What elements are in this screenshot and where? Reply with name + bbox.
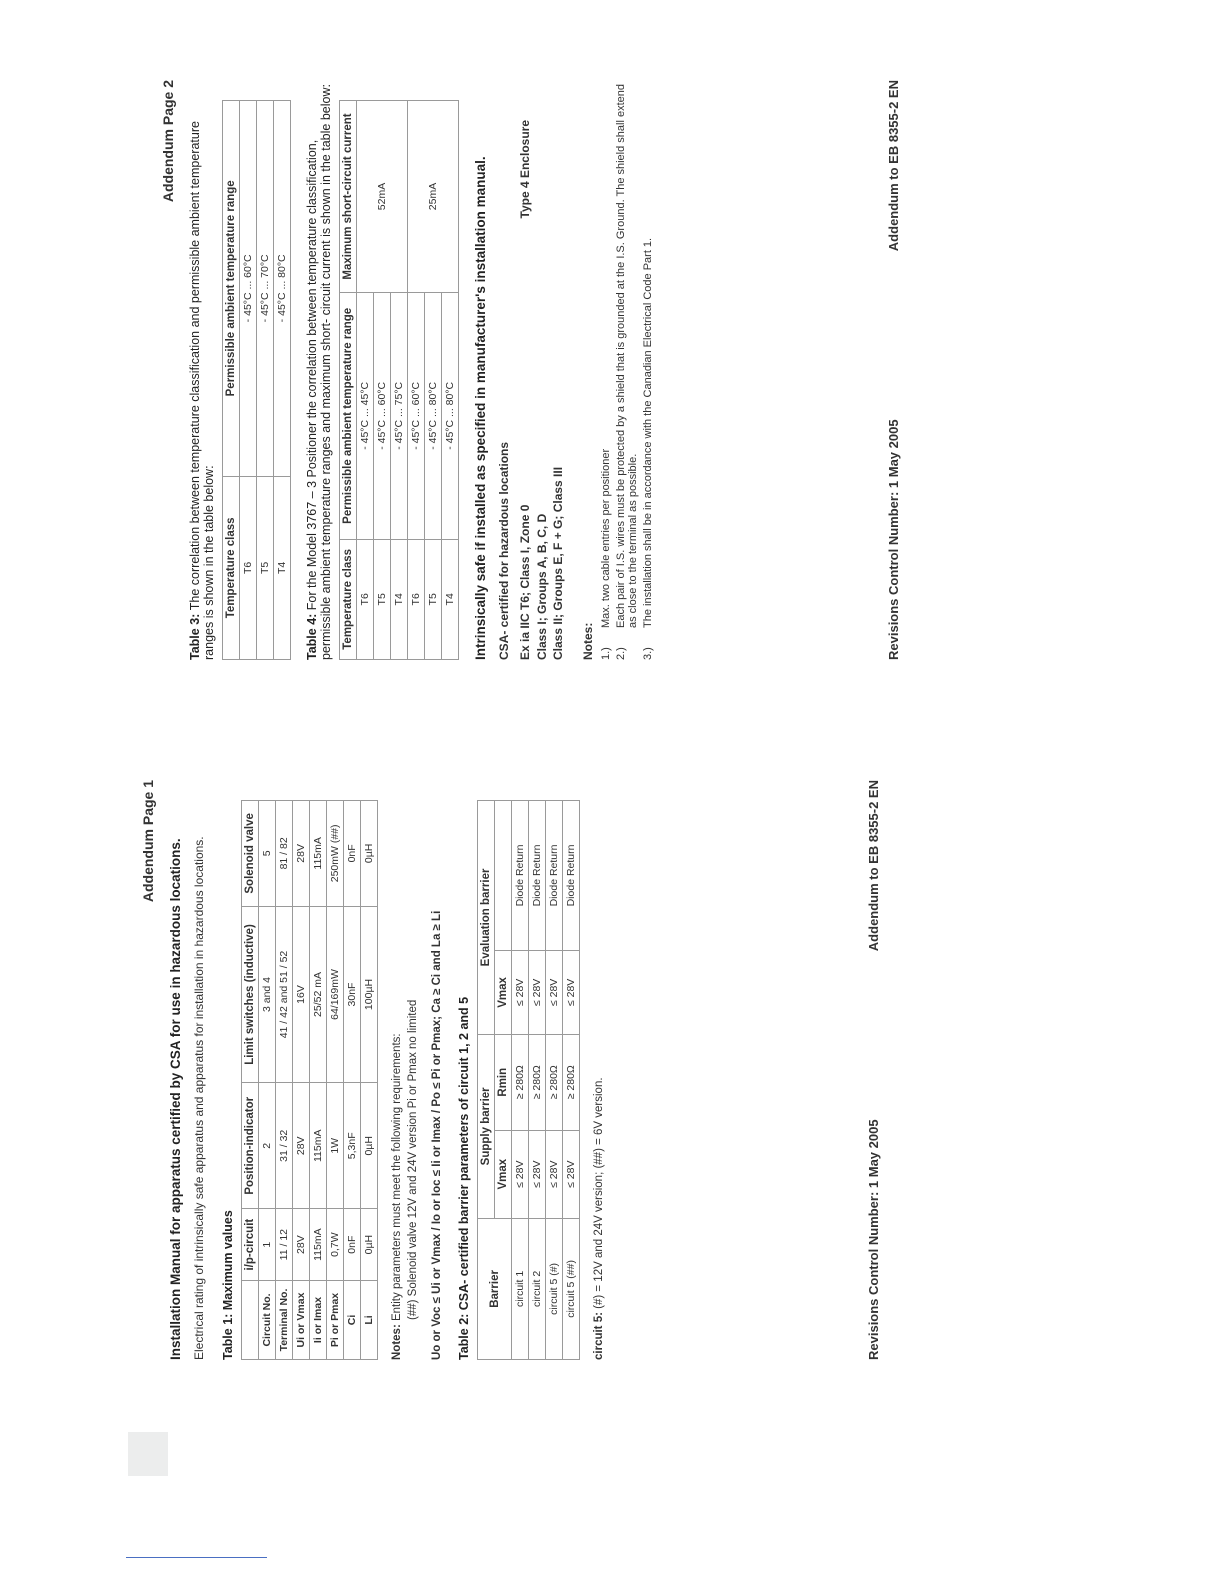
note-text: Each pair of I.S. wires must be protected by a shield that is grounded at the I.S. Ground. The shield shall extend as close to the terminal as possible. [615, 84, 640, 628]
circuit-note [592, 780, 608, 1360]
table-cell: 1 [259, 1209, 276, 1281]
table-row [529, 801, 546, 1360]
table1-caption: Table 1: Maximum values [221, 1210, 236, 1360]
cell-barrier: circuit 5 (#) [546, 1218, 563, 1359]
notes-line-2: (##) Solenoid valve 12V and 24V version Pi or Pmax no limited [406, 999, 419, 1320]
csa-line: Class I; Groups A, B, C, D [534, 513, 549, 660]
cell-vmax: ≤ 28V [546, 1130, 563, 1218]
table-cell: - 45°C ... 45°C [357, 293, 374, 540]
table-cell: 2 [259, 1083, 276, 1209]
table-cell: 115mA [310, 801, 327, 907]
cell-vmax: ≤ 28V [512, 1130, 529, 1218]
table-cell: T4 [391, 539, 408, 659]
col-short-circuit: Maximum short-circuit current [340, 101, 357, 293]
table-cell: 64/169mW [327, 906, 344, 1083]
cell-rmin: ≥ 280Ω [563, 1034, 580, 1130]
notes [390, 780, 421, 1360]
note-number: 1.) [600, 647, 613, 660]
note-text: The installation shall be in accordance with the Canadian Electrical Code Part 1. [642, 237, 655, 628]
cell-eval: Diode Return [546, 801, 563, 951]
cell-barrier: circuit 5 (##) [563, 1218, 580, 1359]
table-row [240, 101, 257, 660]
cell-vmax: ≤ 28V [529, 1130, 546, 1218]
csa-line: Class II; Groups E, F + G; Class III [551, 466, 566, 660]
cell-eval_vmax: ≤ 28V [546, 950, 563, 1034]
table-cell: T6 [357, 539, 374, 659]
cell-rmin: ≥ 280Ω [546, 1034, 563, 1130]
table-row [408, 101, 425, 660]
table-cell: 115mA [310, 1209, 327, 1281]
table-row [276, 801, 293, 1360]
notes-label: Notes: [391, 1324, 404, 1360]
notes-line-1: Entity parameters must meet the following requirements: [391, 1033, 404, 1322]
note-item [642, 80, 654, 660]
table-row [361, 801, 378, 1360]
table-cell: 5 [259, 801, 276, 907]
table-cell: 1W [327, 1083, 344, 1209]
cell-eval: Diode Return [529, 801, 546, 951]
table-row [259, 801, 276, 1360]
table-cell: T4 [442, 539, 459, 659]
table-row [563, 801, 580, 1360]
table-row [274, 101, 291, 660]
table-row [344, 801, 361, 1360]
table-row [512, 801, 529, 1360]
table3-caption-text: The correlation between temperature classification and permissible ambient temperature ranges is shown in the table below: [188, 121, 216, 660]
notes-title: Notes: [581, 622, 596, 660]
table-cell: 81 / 82 [276, 801, 293, 907]
row-label: Ui or Vmax [293, 1281, 310, 1360]
max-values-table [241, 800, 378, 1360]
footer-left: Revisions Control Number: 1 May 2005 [866, 1119, 881, 1360]
col-barrier: Barrier [478, 1218, 512, 1359]
t1-col-1: Position-indicator [242, 1083, 259, 1209]
table-cell: T5 [257, 476, 274, 659]
intrinsic-note: Intrinsically safe if installed as specified in manufacturer's installation manual. [473, 156, 488, 660]
table-cell: 0nF [344, 801, 361, 907]
table-cell: - 45°C ... 75°C [391, 293, 408, 540]
csa-line: Ex ia IIC T6; Class I, Zone 0 [517, 504, 532, 660]
entity-equation: Uo or Voc ≤ Ui or Vmax / Io or Ioc ≤ Ii or Imax / Po ≤ Pi or Pmax; Ca ≥ Ci and La ≥ Li [431, 910, 444, 1360]
notes-block [579, 80, 654, 660]
table4-caption-text: For the Model 3767 – 3 Positioner the correlation between temperature classification, permissible ambient temperature ranges and maximum short- circuit current is shown in the table below: [305, 84, 333, 660]
table-cell: 100µH [361, 906, 378, 1083]
barrier-table [477, 800, 580, 1360]
cell-eval: Diode Return [563, 801, 580, 951]
table-cell: - 45°C ... 80°C [274, 101, 291, 477]
table-cell: - 45°C ... 60°C [374, 293, 391, 540]
short-circuit-table [339, 100, 459, 660]
footer-right: Addendum to EB 8355-2 EN [886, 80, 901, 252]
table-cell: T6 [240, 476, 257, 659]
col-rmin: Rmin [495, 1034, 512, 1130]
table-cell: T5 [374, 539, 391, 659]
page-header: Addendum Page 1 [140, 780, 156, 903]
table-cell: - 45°C ... 80°C [425, 293, 442, 540]
table-row [310, 801, 327, 1360]
note-item [600, 80, 612, 660]
cell-barrier: circuit 1 [512, 1218, 529, 1359]
col-temp-class: Temperature class [340, 539, 357, 659]
cell-eval: Diode Return [512, 801, 529, 951]
table-cell: 0,7W [327, 1209, 344, 1281]
note-text: Max. two cable entries per positioner [600, 448, 613, 628]
table-cell: 41 / 42 and 51 / 52 [276, 906, 293, 1083]
table-cell: 28V [293, 1209, 310, 1281]
table-cell: 0µH [361, 801, 378, 907]
row-label: Terminal No. [276, 1281, 293, 1360]
table-cell: 25/52 mA [310, 906, 327, 1083]
table2-caption: Table 2: CSA- certified barrier parameters of circuit 1, 2 and 5 [457, 996, 472, 1360]
intro-text: Electrical rating of intrinsically safe apparatus and apparatus for installation in hazardous locations. [192, 836, 206, 1360]
row-label: Ci [344, 1281, 361, 1360]
cell-eval_vmax: ≤ 28V [512, 950, 529, 1034]
table4-caption [305, 80, 333, 660]
table-cell: - 45°C ... 70°C [257, 101, 274, 477]
table-cell: 0µH [361, 1083, 378, 1209]
csa-lines [517, 467, 567, 660]
table-cell: 28V [293, 1083, 310, 1209]
col-ambient-range: Permissible ambient temperature range [223, 101, 240, 477]
note-item [615, 80, 639, 660]
table-row [357, 101, 374, 660]
addendum-page-1 [140, 780, 881, 1360]
cell-vmax: ≤ 28V [563, 1130, 580, 1218]
cell-eval_vmax: ≤ 28V [529, 950, 546, 1034]
table-row [293, 801, 310, 1360]
table-cell: 115mA [310, 1083, 327, 1209]
cell-eval_vmax: ≤ 28V [563, 950, 580, 1034]
row-label: Circuit No. [259, 1281, 276, 1360]
grey-marker [128, 1432, 168, 1476]
table-cell: - 45°C ... 80°C [442, 293, 459, 540]
table-cell: - 45°C ... 60°C [240, 101, 257, 477]
temperature-table [222, 100, 291, 660]
addendum-page-2 [160, 80, 901, 660]
table-row [546, 801, 563, 1360]
col-eval-vmax: Vmax [495, 950, 512, 1034]
cell-rmin: ≥ 280Ω [512, 1034, 529, 1130]
row-label: Ii or Imax [310, 1281, 327, 1360]
table-cell: 250mW (##) [327, 801, 344, 907]
table-cell: - 45°C ... 60°C [408, 293, 425, 540]
table3-caption [188, 80, 216, 660]
footer-left: Revisions Control Number: 1 May 2005 [886, 419, 901, 660]
table-cell: 30nF [344, 906, 361, 1083]
row-label: Li [361, 1281, 378, 1360]
col-temp-class: Temperature class [223, 476, 240, 659]
table-cell: 3 and 4 [259, 906, 276, 1083]
csa-title: CSA- certified for hazardous locations [497, 441, 511, 660]
cell-barrier: circuit 2 [529, 1218, 546, 1359]
cell-rmin: ≥ 280Ω [529, 1034, 546, 1130]
table-cell: 0nF [344, 1209, 361, 1281]
enclosure-type: Type 4 Enclosure [517, 120, 532, 219]
page-header: Addendum Page 2 [160, 80, 176, 203]
csa-block [496, 80, 567, 660]
t1-col-2: Limit switches (inductive) [242, 906, 259, 1083]
page-title: Installation Manual for apparatus certified by CSA for use in hazardous locations. [168, 838, 183, 1360]
footer-right: Addendum to EB 8355-2 EN [866, 780, 881, 952]
table-cell: 5,3nF [344, 1083, 361, 1209]
table-cell: T4 [274, 476, 291, 659]
table3-label: Table 3: [188, 613, 202, 660]
short-circuit-current: 52mA [357, 101, 408, 293]
table-cell: 31 / 32 [276, 1083, 293, 1209]
col-ambient-range: Permissible ambient temperature range [340, 293, 357, 540]
note-number: 2.) [615, 647, 628, 660]
blue-underline [126, 1557, 267, 1558]
table-cell: 28V [293, 801, 310, 907]
col-supply: Supply barrier [478, 1034, 495, 1218]
col-vmax: Vmax [495, 1130, 512, 1218]
table-row [327, 801, 344, 1360]
circuit-note-label: circuit 5: [593, 1312, 606, 1360]
table-cell: T6 [408, 539, 425, 659]
note-number: 3.) [642, 647, 655, 660]
t1-col-0: i/p-circuit [242, 1209, 259, 1281]
short-circuit-current: 25mA [408, 101, 459, 293]
table-cell: T5 [425, 539, 442, 659]
circuit-note-text: (#) = 12V and 24V version; (##) = 6V version. [593, 1077, 606, 1309]
t1-col-3: Solenoid valve [242, 801, 259, 907]
table-cell: 0µH [361, 1209, 378, 1281]
table-cell: 16V [293, 906, 310, 1083]
col-eval: Evaluation barrier [478, 801, 495, 1035]
table-cell: 11 / 12 [276, 1209, 293, 1281]
table4-label: Table 4: [305, 613, 319, 660]
table-row [257, 101, 274, 660]
row-label: Pi or Pmax [327, 1281, 344, 1360]
